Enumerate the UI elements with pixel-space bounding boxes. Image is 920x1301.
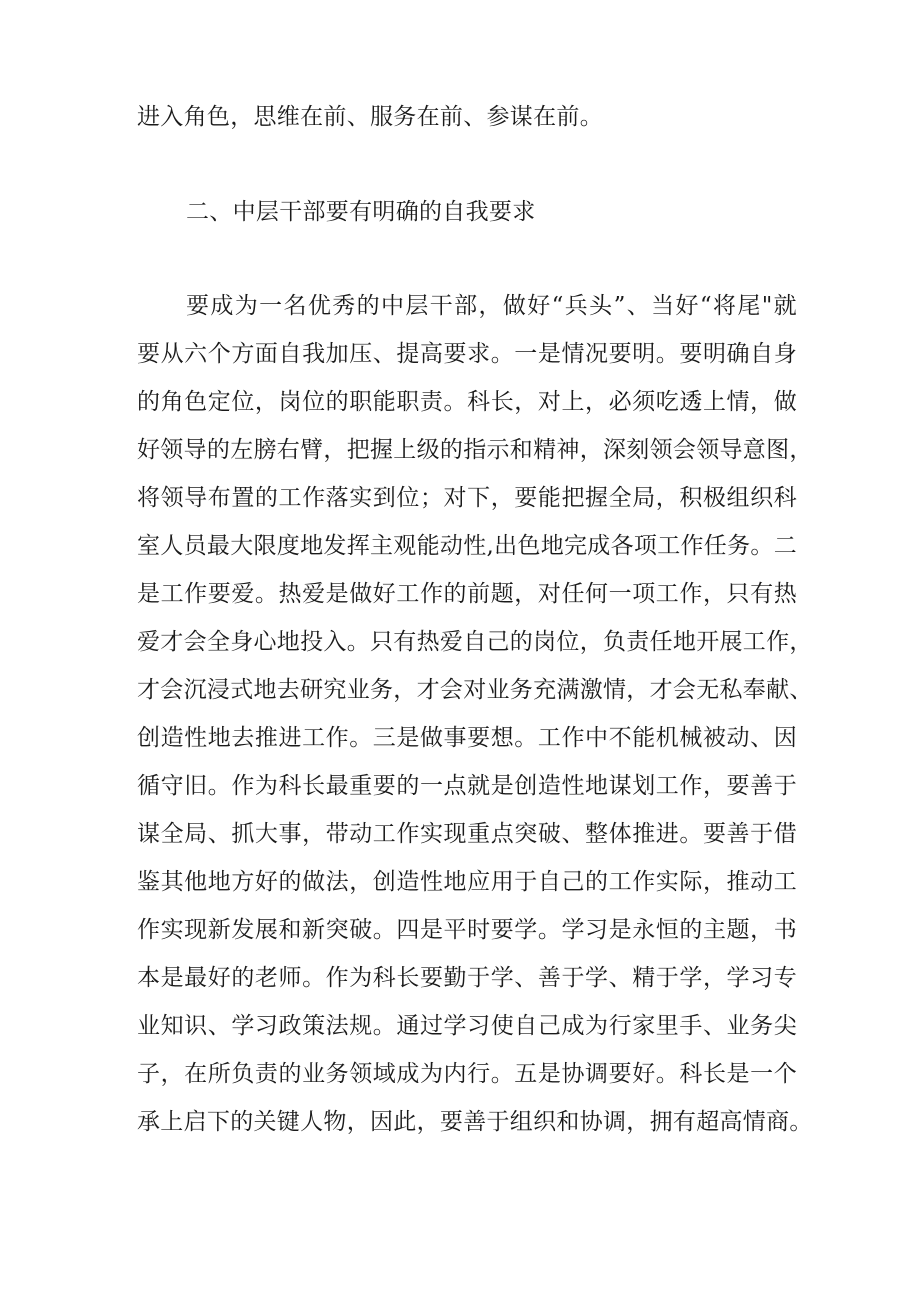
- paragraph-line: 爱才会全身心地投入。只有热爱自己的岗位，负责任地开展工作，: [137, 629, 813, 655]
- section-heading: 二、中层干部要有明确的自我要求: [186, 199, 536, 225]
- paragraph-line: 循守旧。作为科长最重要的一点就是创造性地谋划工作，要善于: [137, 773, 797, 799]
- paragraph-line: 谋全局、抓大事，带动工作实现重点突破、整体推进。要善于借: [137, 821, 797, 847]
- paragraph-line: 业知识、学习政策法规。通过学习使自己成为行家里手、业务尖: [137, 1013, 797, 1039]
- paragraph-line: 子，在所负责的业务领域成为内行。五是协调要好。科长是一个: [137, 1061, 797, 1087]
- paragraph-line: 好领导的左膀右臂，把握上级的指示和精神，深刻领会领导意图，: [137, 437, 813, 463]
- paragraph-line: 要成为一名优秀的中层干部，做好“兵头”、当好“将尾"就: [186, 293, 797, 319]
- continuation-line: 进入角色，思维在前、服务在前、参谋在前。: [137, 104, 603, 130]
- paragraph-line: 室人员最大限度地发挥主观能动性,出色地完成各项工作任务。二: [137, 533, 798, 559]
- paragraph-line: 鉴其他地方好的做法，创造性地应用于自己的工作实际，推动工: [137, 869, 797, 895]
- paragraph-line: 创造性地去推进工作。三是做事要想。工作中不能机械被动、因: [137, 725, 797, 751]
- paragraph-line: 要从六个方面自我加压、提高要求。一是情况要明。要明确自身: [137, 341, 797, 367]
- paragraph-line: 将领导布置的工作落实到位；对下，要能把握全局，积极组织科: [137, 485, 797, 511]
- paragraph-line: 才会沉浸式地去研究业务，才会对业务充满激情，才会无私奉献、: [137, 677, 813, 703]
- paragraph-line: 作实现新发展和新突破。四是平时要学。学习是永恒的主题，书: [137, 917, 797, 943]
- paragraph-line: 的角色定位，岗位的职能职责。科长，对上，必须吃透上情，做: [137, 389, 797, 415]
- paragraph-line: 本是最好的老师。作为科长要勤于学、善于学、精于学，学习专: [137, 965, 797, 991]
- paragraph-line: 是工作要爱。热爱是做好工作的前题，对任何一项工作，只有热: [137, 581, 797, 607]
- paragraph-line: 承上启下的关键人物，因此，要善于组织和协调，拥有超高情商。: [137, 1109, 813, 1135]
